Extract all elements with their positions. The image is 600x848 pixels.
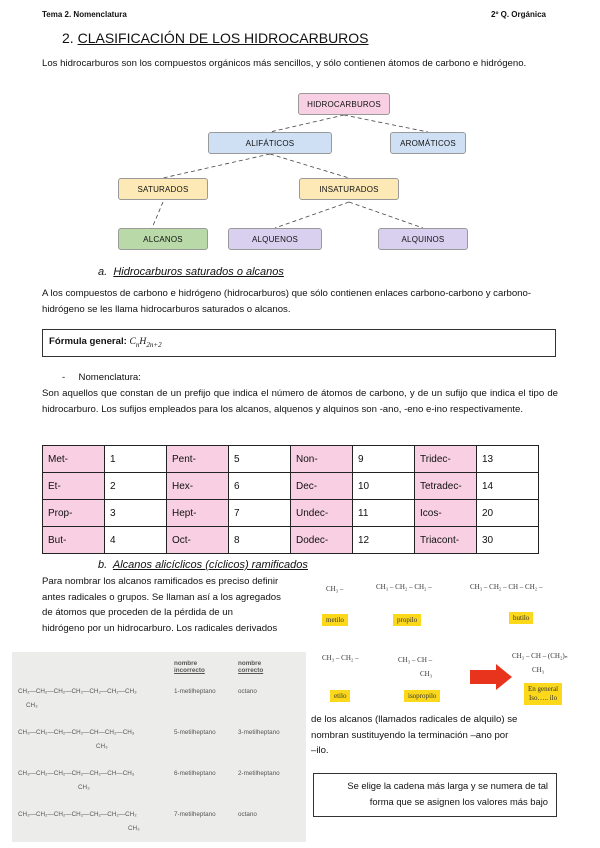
carbon-count-cell: 10: [353, 473, 415, 500]
prefix-cell: Triacont-: [415, 527, 477, 554]
formula-sub: 2n+2: [146, 340, 162, 349]
carbon-count-cell: 14: [477, 473, 539, 500]
radical-general-formula: CH₃ – CH – (CH₂)ₙ: [512, 652, 568, 660]
rule-line: Se elige la cadena más larga y se numera de tal: [347, 780, 548, 791]
scan-head-right: [238, 660, 263, 674]
prefix-cell: Hept-: [167, 500, 229, 527]
para-b2-line: nombran sustituyendo la terminación –ano por: [311, 729, 509, 741]
subsection-a-letter: a.: [98, 266, 108, 278]
prefix-row: [43, 446, 539, 473]
radical-metilo-formula: CH₃ –: [326, 585, 344, 593]
subsection-b-letter: b.: [98, 559, 108, 571]
header-left: Tema 2. Nomenclatura: [42, 10, 127, 19]
para-b-line: antes radicales o grupos. Se llaman así a los agregados: [42, 591, 281, 603]
prefix-cell: Dec-: [291, 473, 353, 500]
nomenclature-title-text: Nomenclatura:: [78, 372, 141, 383]
radical-butilo-formula: CH₃ – CH₂ – CH – CH₂ –: [470, 583, 543, 591]
para-b-line: hidrógeno por un hidrocarburo. Los radicales derivados: [42, 622, 278, 634]
prefix-table: [42, 445, 539, 554]
scan-head-right-1: nombre: [238, 660, 262, 667]
intro-paragraph: Los hidrocarburos son los compuestos orgánicos más sencillos, y sólo contienen átomos de carbono e hidrógeno.: [42, 58, 527, 69]
scan-head-wrong-1: nombre: [174, 660, 198, 667]
scan-right-name: octano: [238, 811, 257, 818]
carbon-count-cell: 6: [229, 473, 291, 500]
scan-substituent: CH₃: [96, 743, 108, 750]
scan-right-name: 2-metilheptano: [238, 770, 280, 777]
para-b-line: Para nombrar los alcanos ramificados es preciso definir: [42, 576, 279, 587]
carbon-count-cell: 8: [229, 527, 291, 554]
para-b2-line: de los alcanos (llamados radicales de alquilo) se: [311, 714, 518, 725]
scan-wrong-name: 6-metilheptano: [174, 770, 216, 777]
nomenclature-bullet: -: [62, 372, 66, 383]
radical-general-label-1: En general: [528, 685, 559, 693]
prefix-row: [43, 500, 539, 527]
prefix-row: [43, 527, 539, 554]
radical-general-label: [524, 683, 562, 705]
radical-general-sub: CH₃: [532, 666, 545, 674]
prefix-cell: Dodec-: [291, 527, 353, 554]
branched-alkanes-scan: [12, 652, 306, 842]
scan-substituent: CH₃: [78, 784, 90, 791]
scan-wrong-name: 5-metilheptano: [174, 729, 216, 736]
scan-head-wrong: [174, 660, 205, 674]
scan-head-right-2: correcto: [238, 667, 264, 674]
formula-c: C: [129, 336, 136, 347]
formula-n: n: [135, 340, 140, 349]
section-number: 2.: [62, 30, 74, 46]
para-b2-line: –ilo.: [311, 745, 329, 756]
prefix-cell: Non-: [291, 446, 353, 473]
section-title-text: CLASIFICACIÓN DE LOS HIDROCARBUROS: [77, 30, 369, 46]
carbon-count-cell: 4: [105, 527, 167, 554]
carbon-count-cell: 3: [105, 500, 167, 527]
scan-chain: CH₃—CH₂—CH₂—CH₂—CH—CH₂—CH₃: [18, 729, 135, 736]
carbon-count-cell: 20: [477, 500, 539, 527]
prefix-cell: Prop-: [43, 500, 105, 527]
node-hidrocarburos: HIDROCARBUROS: [298, 93, 390, 115]
node-insaturados: INSATURADOS: [299, 178, 399, 200]
prefix-cell: Met-: [43, 446, 105, 473]
para-b: [42, 574, 318, 636]
carbon-count-cell: 13: [477, 446, 539, 473]
radical-isopropilo-sub: CH₃: [420, 670, 433, 678]
scan-wrong-name: 7-metilheptano: [174, 811, 216, 818]
subsection-a-heading: [98, 266, 284, 278]
para-a: A los compuestos de carbono e hidrógeno (hidrocarburos) que sólo contienen enlaces carbono-carbono y carbono-hidrógeno se les llama hidrocarburos saturados o alcanos.: [42, 288, 532, 315]
rule-line: forma que se asignen los valores más bajo: [369, 796, 548, 807]
subsection-b-title: Alcanos alicíclicos (cíclicos) ramificados: [112, 559, 308, 571]
carbon-count-cell: 1: [105, 446, 167, 473]
carbon-count-cell: 12: [353, 527, 415, 554]
carbon-count-cell: 5: [229, 446, 291, 473]
para-b2: [311, 712, 559, 759]
node-alifaticos: ALIFÁTICOS: [208, 132, 332, 154]
prefix-cell: Pent-: [167, 446, 229, 473]
scan-chain: CH₂—CH₂—CH₂—CH₂—CH₂—CH₂—CH₃: [18, 688, 137, 695]
carbon-count-cell: 11: [353, 500, 415, 527]
nomenclature-text: Son aquellos que constan de un prefijo que indica el número de átomos de carbono, y de un sufijo que indica el tipo de hidrocarburo. Los sufijos empleados para los alcanos, alquenos y alquinos son -ano, -eno e-ino respectivamente.: [42, 388, 558, 415]
radical-general-label-2: Iso….. ilo: [528, 694, 558, 702]
nomenclature-title: [62, 370, 141, 386]
radical-metilo-label: metilo: [322, 614, 348, 626]
carbon-count-cell: 9: [353, 446, 415, 473]
node-alquinos: ALQUINOS: [378, 228, 468, 250]
scan-right-name: 3-metilheptano: [238, 729, 280, 736]
radical-propilo-formula: CH₃ – CH₂ – CH₂ –: [376, 583, 432, 591]
para-b-line: de átomos que proceden de la pérdida de un: [42, 607, 233, 618]
scan-chain: CH₃—CH₂—CH₂—CH₂—CH₂—CH—CH₃: [18, 770, 135, 777]
formula-box: [42, 329, 556, 357]
prefix-cell: But-: [43, 527, 105, 554]
scan-wrong-name: 1-metilheptano: [174, 688, 216, 695]
node-alcanos: ALCANOS: [118, 228, 208, 250]
radical-etilo-formula: CH₃ – CH₂ –: [322, 654, 359, 662]
arrow-icon: [470, 664, 512, 690]
carbon-count-cell: 30: [477, 527, 539, 554]
prefix-cell: Hex-: [167, 473, 229, 500]
radical-isopropilo-formula: CH₃ – CH –: [398, 656, 433, 664]
prefix-cell: Et-: [43, 473, 105, 500]
radical-propilo-label: propilo: [393, 614, 421, 626]
header-right: 2º Q. Orgánica: [491, 10, 546, 19]
scan-substituent: CH₃: [128, 825, 140, 832]
scan-chain: CH₃—CH₂—CH₂—CH₂—CH₂—CH₂—CH₂: [18, 811, 137, 818]
node-aromaticos: AROMÁTICOS: [390, 132, 466, 154]
formula-expression: [130, 336, 162, 347]
scan-head-wrong-2: incorrecto: [174, 667, 205, 674]
radical-butilo-label: butilo: [509, 612, 533, 624]
node-saturados: SATURADOS: [118, 178, 208, 200]
formula-label: Fórmula general:: [49, 336, 127, 347]
radical-etilo-label: etilo: [330, 690, 350, 702]
subsection-a-title: Hidrocarburos saturados o alcanos: [113, 266, 284, 278]
prefix-row: [43, 473, 539, 500]
prefix-cell: Undec-: [291, 500, 353, 527]
prefix-cell: Tridec-: [415, 446, 477, 473]
formula-h: H: [139, 336, 147, 347]
rule-box: [313, 773, 557, 817]
radical-isopropilo-label: isopropilo: [404, 690, 440, 702]
subsection-b-heading: [98, 559, 308, 571]
carbon-count-cell: 2: [105, 473, 167, 500]
scan-right-name: octano: [238, 688, 257, 695]
prefix-cell: Oct-: [167, 527, 229, 554]
node-alquenos: ALQUENOS: [228, 228, 322, 250]
scan-substituent: CH₃: [26, 702, 38, 709]
prefix-cell: Icos-: [415, 500, 477, 527]
prefix-cell: Tetradec-: [415, 473, 477, 500]
carbon-count-cell: 7: [229, 500, 291, 527]
